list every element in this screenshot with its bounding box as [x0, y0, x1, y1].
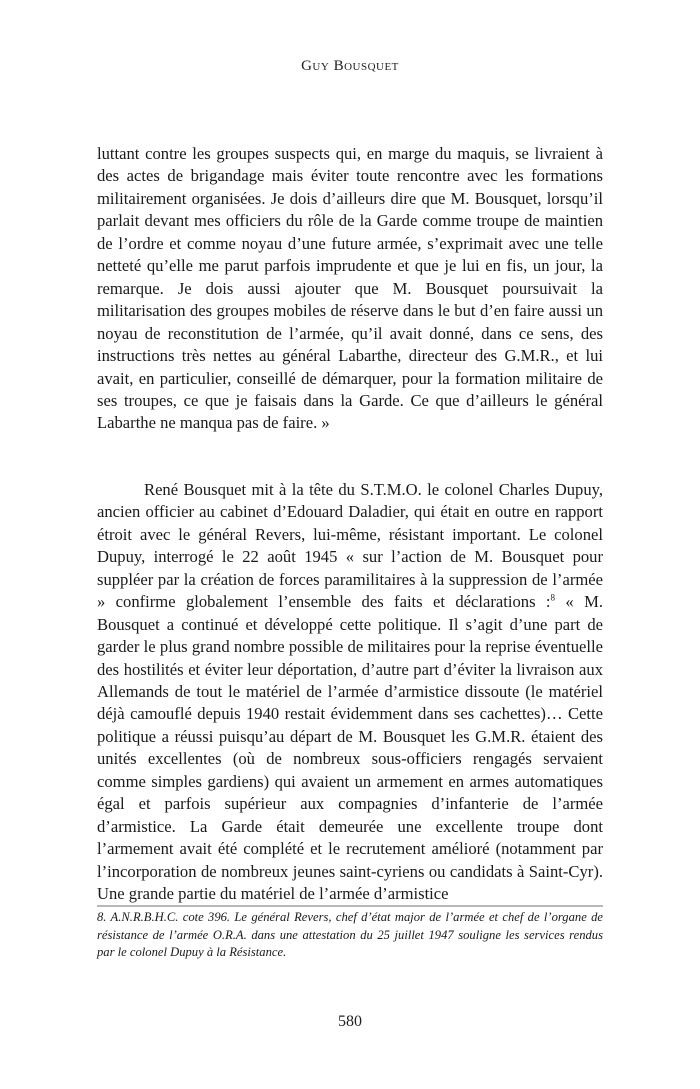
footnote-reference[interactable]: 8 [550, 592, 556, 603]
footnote-text: A.N.R.B.H.C. cote 396. Le général Revers, chef d’état major de l’armée et chef de l’organe de résistance de l’armée O.R.A. dans une attestation du 25 juillet 1947 souligne les services rendus par le colonel Dupuy à la Résistance. [97, 910, 603, 959]
footnote-number: 8. [97, 910, 107, 924]
paragraph: luttant contre les groupes suspects qui, en marge du maquis, se livraient à des actes de brigandage mais éviter toute rencontre avec les formations militairement organisées. Je dois d’ailleurs dire que M. Bousquet, lorsqu’il parlait devant mes officiers du rôle de la Garde comme troupe de maintien de l’ordre et comme noyau d’une future armée, s’exprimait avec une telle netteté qu’elle me parut parfois imprudente et que je lui en fis, un jour, la remarque. Je dois aussi ajouter que M. Bousquet poursuivait la militarisation des groupes mobiles de réserve dans le but d’en faire aussi un noyau de reconstitution de l’armée, qu’il avait donné, dans ce sens, des instructions très nettes au général Labarthe, directeur des G.M.R., et lui avait, en particulier, conseillé de démarquer, pour la formation militaire de ses troupes, ce que je faisais dans la Garde. Ce que d’ailleurs le général Labarthe ne manqua pas de faire. » [97, 144, 603, 433]
body-text [97, 143, 603, 906]
quotation-text: « M. Bousquet a continué et développé cette politique. Il s’agit d’une part de garder le plus grand nombre possible de militaires pour la reprise éventuelle des hostilités et éviter leur déportation, d’autre part d’éviter la livraison aux Allemands de tout le matériel de l’armée d’armistice dissoute (le matériel déjà camouflé depuis 1940 restait évidemment dans ses cachettes)… Cette politique a réussi puisqu’au départ de M. Bousquet les G.M.R. étaient des unités excellentes (où de nombreux sous-officiers rengagés servaient comme simples gardiens) qui avaient un armement en armes automatiques égal et parfois supérieur aux compagnies d’infanterie de l’armée d’armistice. La Garde était demeurée une excellente troupe dont l’armement avait été complété et le recrutement amélioré (notamment par l’incorporation de nombreux jeunes saint-cyriens ou candidats à Saint-Cyr). Une grande partie du matériel de l’armée d’armistice [97, 592, 603, 904]
running-head: Guy Bousquet [301, 58, 399, 74]
paragraph [97, 479, 603, 906]
paragraph-text: René Bousquet mit à la tête du S.T.M.O. le colonel Charles Dupuy, ancien officier au cabinet d’Edouard Daladier, qui était en outre en rapport étroit avec le général Revers, lui-même, résistant important. Le colonel Dupuy, interrogé le 22 août 1945 « sur l’action de M. Bousquet pour suppléer par la création de forces paramilitaires à la suppression de l’armée » confirme globalement l’ensemble des faits et déclarations : [97, 479, 603, 612]
page-number: 580 [338, 1013, 362, 1030]
footnote [97, 909, 603, 962]
footnote-divider [97, 905, 603, 907]
